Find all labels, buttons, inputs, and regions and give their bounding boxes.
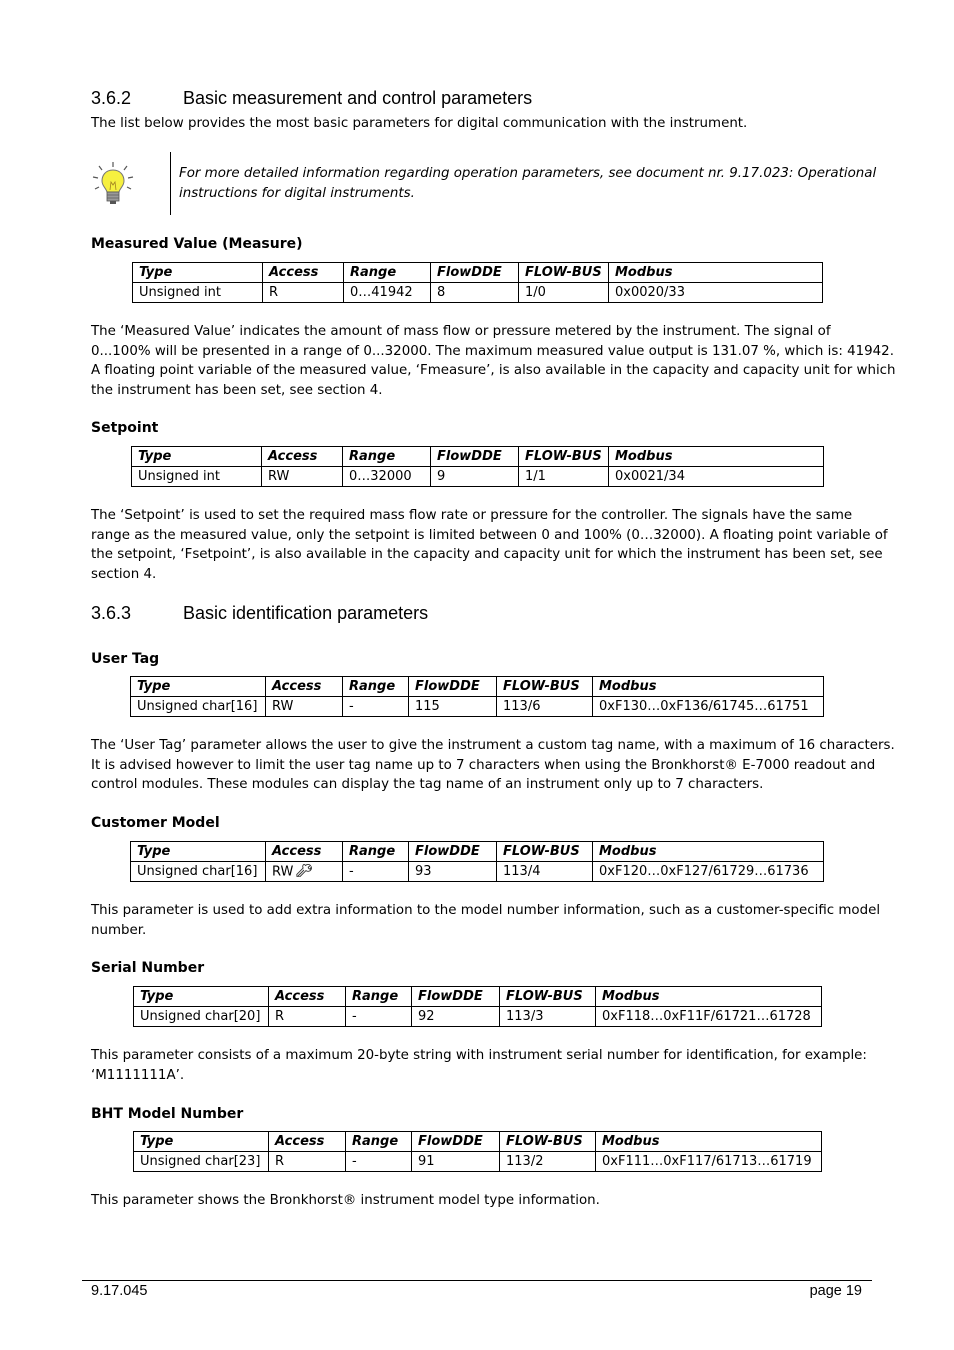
serial-table	[133, 986, 822, 1027]
cell-flowbus: 1/0	[519, 283, 609, 303]
col-range: Range	[344, 263, 431, 283]
col-range: Range	[343, 842, 409, 862]
cell-modbus: 0xF130…0xF136/61745…61751	[593, 697, 824, 717]
cell-access: R	[269, 1152, 346, 1172]
section-number: 3.6.2	[91, 88, 132, 108]
col-modbus: Modbus	[609, 263, 823, 283]
col-type: Type	[132, 447, 262, 467]
text-line: A floating point variable of the measured value, ‘Fmeasure’, is also available in the capacity and capacity unit for which	[91, 363, 896, 379]
table-header-row	[134, 987, 822, 1007]
col-flowdde: FlowDDE	[409, 677, 497, 697]
text-line: The ‘Setpoint’ is used to set the required mass flow rate or pressure for the controller. The signals have the same	[91, 508, 853, 523]
table-row	[132, 467, 824, 487]
col-flowbus: FLOW-BUS	[497, 677, 593, 697]
cell-access	[266, 862, 343, 882]
col-type: Type	[131, 677, 266, 697]
text-line: ‘M1111111A’.	[91, 1067, 185, 1083]
cell-type: Unsigned char[16]	[131, 697, 266, 717]
setpoint-table	[131, 446, 824, 487]
note-line-2: instructions for digital instruments.	[179, 186, 415, 201]
col-type: Type	[134, 987, 269, 1007]
col-access: Access	[262, 447, 343, 467]
cell-flowbus: 1/1	[519, 467, 609, 487]
text-line: section 4.	[91, 566, 157, 582]
cell-flowdde: 93	[409, 862, 497, 882]
cell-range: 0…41942	[344, 283, 431, 303]
col-range: Range	[346, 1132, 412, 1152]
table-row	[133, 283, 823, 303]
col-range: Range	[343, 677, 409, 697]
cell-flowbus: 113/3	[500, 1007, 596, 1027]
note-line-1: For more detailed information regarding operation parameters, see document nr. 9.17.023: Operational	[179, 166, 877, 181]
cell-flowdde: 9	[431, 467, 519, 487]
cell-type: Unsigned int	[133, 283, 263, 303]
text-line: 0...100% will be presented in a range of 0...32000. The maximum measured value output is 131.07 %, which is: 41942.	[91, 343, 894, 359]
col-modbus: Modbus	[593, 842, 824, 862]
cell-flowdde: 8	[431, 283, 519, 303]
text-line: This parameter shows the Bronkhorst® instrument model type information.	[91, 1193, 600, 1208]
col-type: Type	[134, 1132, 269, 1152]
table-header-row	[134, 1132, 822, 1152]
setpoint-heading: Setpoint	[91, 420, 159, 436]
cell-flowbus: 113/2	[500, 1152, 596, 1172]
cell-access: R	[269, 1007, 346, 1027]
measure-table	[132, 262, 823, 303]
cell-access: RW	[262, 467, 343, 487]
custmodel-description	[91, 901, 880, 940]
cell-modbus: 0x0021/34	[609, 467, 824, 487]
col-flowbus: FLOW-BUS	[497, 842, 593, 862]
cell-access: RW	[266, 697, 343, 717]
col-flowdde: FlowDDE	[431, 447, 519, 467]
serial-description	[91, 1046, 867, 1085]
col-flowdde: FlowDDE	[431, 263, 519, 283]
table-row	[131, 862, 824, 882]
col-access: Access	[266, 842, 343, 862]
col-flowbus: FLOW-BUS	[500, 987, 596, 1007]
cell-flowdde: 115	[409, 697, 497, 717]
col-flowdde: FlowDDE	[412, 987, 500, 1007]
usertag-heading: User Tag	[91, 651, 160, 667]
col-flowbus: FLOW-BUS	[500, 1132, 596, 1152]
cell-modbus: 0xF120…0xF127/61729…61736	[593, 862, 824, 882]
col-modbus: Modbus	[593, 677, 824, 697]
col-access: Access	[263, 263, 344, 283]
text-line: the instrument has been set, see section 4.	[91, 382, 383, 398]
cell-type: Unsigned char[20]	[134, 1007, 269, 1027]
col-range: Range	[346, 987, 412, 1007]
table-row	[134, 1007, 822, 1027]
custmodel-heading: Customer Model	[91, 815, 220, 831]
cell-modbus: 0x0020/33	[609, 283, 823, 303]
table-row	[131, 697, 824, 717]
footer-doc-number: 9.17.045	[91, 1283, 148, 1299]
text-line: number.	[91, 922, 147, 938]
footer-divider	[82, 1280, 872, 1281]
cell-flowdde: 92	[412, 1007, 500, 1027]
section-intro: The list below provides the most basic parameters for digital communication with the instrument.	[91, 116, 748, 131]
col-access: Access	[266, 677, 343, 697]
section-number: 3.6.3	[91, 603, 132, 623]
lightbulb-icon	[90, 160, 136, 206]
usertag-table	[130, 676, 824, 717]
cell-type: Unsigned char[23]	[134, 1152, 269, 1172]
text-line: This parameter consists of a maximum 20-byte string with instrument serial number for identification, for example:	[91, 1048, 867, 1063]
col-modbus: Modbus	[596, 987, 822, 1007]
col-type: Type	[131, 842, 266, 862]
cell-range: -	[343, 697, 409, 717]
cell-range: -	[346, 1007, 412, 1027]
section-title: Basic measurement and control parameters	[183, 88, 533, 108]
bht-heading: BHT Model Number	[91, 1106, 244, 1122]
cell-flowbus: 113/6	[497, 697, 593, 717]
text-line: The ‘Measured Value’ indicates the amount of mass flow or pressure metered by the instrument. The signal of	[91, 324, 831, 339]
usertag-description	[91, 736, 895, 795]
measure-description	[91, 322, 896, 400]
text-line: the setpoint, ‘Fsetpoint’, is also available in the capacity and capacity unit for which the instrument has been set, see	[91, 547, 883, 563]
text-line: It is advised however to limit the user tag name up to 7 characters when using the Bronkhorst® E-7000 readout and	[91, 757, 876, 773]
text-line: range as the measured value, only the setpoint is limited between 0 and 100% (0…32000). A floating point variable of	[91, 527, 888, 543]
col-type: Type	[133, 263, 263, 283]
cell-flowbus: 113/4	[497, 862, 593, 882]
table-header-row	[133, 263, 823, 283]
setpoint-description	[91, 506, 888, 584]
cell-range: -	[343, 862, 409, 882]
cell-range: 0…32000	[343, 467, 431, 487]
col-flowdde: FlowDDE	[409, 842, 497, 862]
table-header-row	[132, 447, 824, 467]
table-row	[134, 1152, 822, 1172]
cell-flowdde: 91	[412, 1152, 500, 1172]
measure-heading: Measured Value (Measure)	[91, 236, 303, 252]
col-flowbus: FLOW-BUS	[519, 447, 609, 467]
section-title: Basic identification parameters	[183, 603, 429, 623]
cell-type: Unsigned int	[132, 467, 262, 487]
col-modbus: Modbus	[609, 447, 824, 467]
cell-modbus: 0xF118…0xF11F/61721…61728	[596, 1007, 822, 1027]
access-value: RW	[272, 864, 294, 879]
col-access: Access	[269, 1132, 346, 1152]
cell-type: Unsigned char[16]	[131, 862, 266, 882]
custmodel-table	[130, 841, 824, 882]
col-modbus: Modbus	[596, 1132, 822, 1152]
col-range: Range	[343, 447, 431, 467]
wrench-icon	[296, 863, 312, 881]
col-access: Access	[269, 987, 346, 1007]
text-line: The ‘User Tag’ parameter allows the user to give the instrument a custom tag name, with a maximum of 16 characters.	[91, 738, 895, 753]
text-line: control modules. These modules can display the tag name of an instrument only up to 7 characters.	[91, 777, 764, 793]
cell-modbus: 0xF111…0xF117/61713…61719	[596, 1152, 822, 1172]
cell-range: -	[346, 1152, 412, 1172]
serial-heading: Serial Number	[91, 960, 205, 976]
note-divider	[170, 152, 171, 215]
bht-table	[133, 1131, 822, 1172]
table-header-row	[131, 842, 824, 862]
text-line: This parameter is used to add extra information to the model number information, such as a customer-specific model	[91, 903, 881, 918]
footer-page-number: page 19	[809, 1283, 862, 1299]
col-flowdde: FlowDDE	[412, 1132, 500, 1152]
bht-description	[91, 1191, 600, 1211]
cell-access: R	[263, 283, 344, 303]
col-flowbus: FLOW-BUS	[519, 263, 609, 283]
table-header-row	[131, 677, 824, 697]
